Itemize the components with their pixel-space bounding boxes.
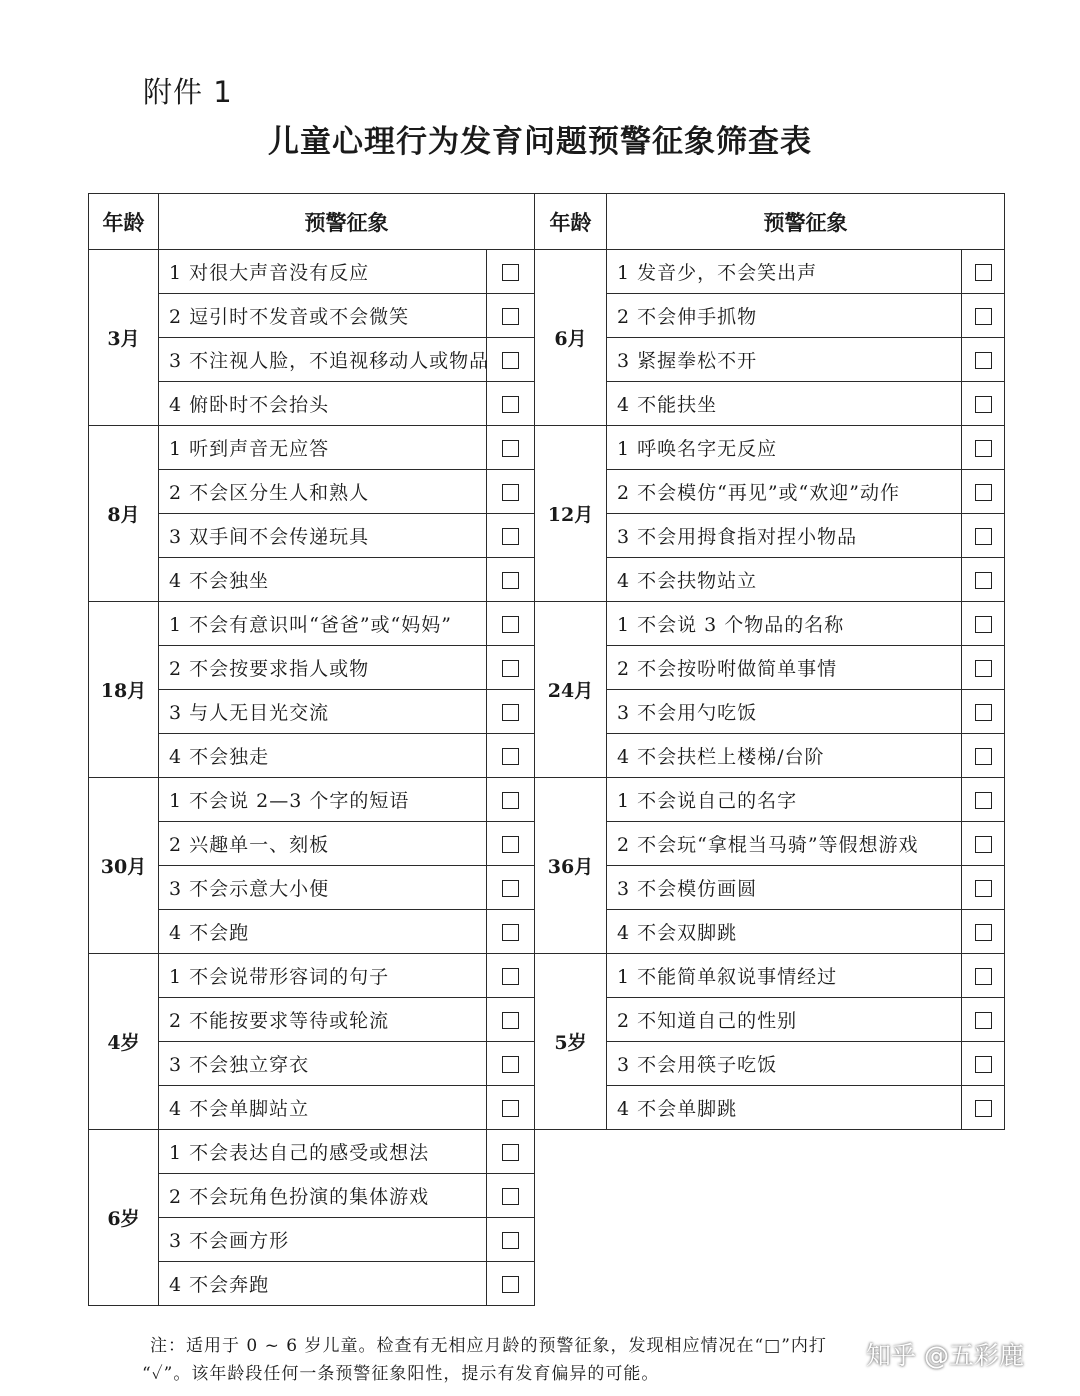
checkbox[interactable]: [975, 704, 992, 721]
checkbox-cell: [487, 690, 535, 734]
checkbox-cell: [962, 866, 1005, 910]
checkbox[interactable]: [975, 748, 992, 765]
warning-sign-text: 2 不知道自己的性别: [607, 998, 962, 1042]
checkbox[interactable]: [975, 396, 992, 413]
age-label: 5岁: [535, 954, 607, 1130]
checkbox[interactable]: [975, 1100, 992, 1117]
age-label: 18月: [89, 602, 159, 778]
checkbox[interactable]: [502, 836, 519, 853]
checkbox[interactable]: [975, 836, 992, 853]
checkbox-cell: [962, 338, 1005, 382]
checkbox[interactable]: [975, 792, 992, 809]
warning-sign-text: 1 发音少，不会笑出声: [607, 250, 962, 294]
warning-sign-text: 2 不会玩“拿棍当马骑”等假想游戏: [607, 822, 962, 866]
page-title: 儿童心理行为发育问题预警征象筛查表: [268, 124, 812, 160]
checkbox-cell: [962, 954, 1005, 998]
warning-sign-text: 1 不会说 3 个物品的名称: [607, 602, 962, 646]
checkbox-cell: [962, 646, 1005, 690]
warning-sign-text: 3 紧握拳松不开: [607, 338, 962, 382]
checkbox[interactable]: [502, 1056, 519, 1073]
table-header-row: [89, 194, 1005, 250]
checkbox-cell: [487, 1218, 535, 1262]
warning-sign-text: 2 兴趣单一、刻板: [159, 822, 487, 866]
checkbox-cell: [962, 382, 1005, 426]
checkbox-cell: [962, 822, 1005, 866]
age-label: 8月: [89, 426, 159, 602]
warning-sign-text: 1 不会表达自己的感受或想法: [159, 1130, 487, 1174]
checkbox-cell: [487, 558, 535, 602]
checkbox-cell: [962, 426, 1005, 470]
checkbox-cell: [487, 1174, 535, 1218]
age-label: 36月: [535, 778, 607, 954]
table-row: [89, 250, 1005, 294]
checkbox[interactable]: [502, 748, 519, 765]
checkbox-cell: [487, 426, 535, 470]
checkbox-cell: [487, 514, 535, 558]
checkbox[interactable]: [502, 1144, 519, 1161]
checkbox-cell: [962, 558, 1005, 602]
checkbox-cell: [962, 514, 1005, 558]
checkbox-cell: [962, 250, 1005, 294]
checkbox[interactable]: [975, 880, 992, 897]
checkbox[interactable]: [975, 352, 992, 369]
warning-sign-text: 2 不会按吩咐做简单事情: [607, 646, 962, 690]
checkbox[interactable]: [502, 572, 519, 589]
checkbox[interactable]: [502, 1232, 519, 1249]
checkbox[interactable]: [502, 660, 519, 677]
table-row: [89, 954, 1005, 998]
warning-sign-text: 4 不会跑: [159, 910, 487, 954]
checkbox[interactable]: [502, 440, 519, 457]
checkbox[interactable]: [502, 1276, 519, 1293]
checkbox[interactable]: [975, 1012, 992, 1029]
warning-sign-text: 3 不会用勺吃饭: [607, 690, 962, 734]
warning-sign-text: 3 不会独立穿衣: [159, 1042, 487, 1086]
warning-sign-text: 3 与人无目光交流: [159, 690, 487, 734]
warning-sign-text: 2 不能按要求等待或轮流: [159, 998, 487, 1042]
checkbox[interactable]: [975, 440, 992, 457]
footnote-line-1: 注：适用于 0 ~ 6 岁儿童。检查有无相应月龄的预警征象，发现相应情况在“□”内打: [150, 1336, 827, 1356]
checkbox[interactable]: [975, 528, 992, 545]
checkbox-cell: [962, 470, 1005, 514]
warning-sign-text: 4 不会单脚跳: [607, 1086, 962, 1130]
checkbox-cell: [962, 294, 1005, 338]
warning-sign-text: 3 不会画方形: [159, 1218, 487, 1262]
empty-cell: [535, 1130, 1005, 1306]
warning-sign-text: 1 不会说带形容词的句子: [159, 954, 487, 998]
checkbox-cell: [962, 734, 1005, 778]
warning-sign-text: 4 不会双脚跳: [607, 910, 962, 954]
warning-sign-text: 2 不会区分生人和熟人: [159, 470, 487, 514]
warning-sign-text: 4 俯卧时不会抬头: [159, 382, 487, 426]
checkbox[interactable]: [975, 308, 992, 325]
checkbox[interactable]: [502, 396, 519, 413]
checkbox[interactable]: [975, 264, 992, 281]
warning-sign-text: 2 不会模仿“再见”或“欢迎”动作: [607, 470, 962, 514]
checkbox-cell: [487, 602, 535, 646]
col-signs-header: 预警征象: [607, 194, 1005, 250]
warning-sign-text: 4 不会扶物站立: [607, 558, 962, 602]
checkbox[interactable]: [502, 264, 519, 281]
checkbox-cell: [487, 470, 535, 514]
checkbox[interactable]: [975, 616, 992, 633]
checkbox-cell: [962, 910, 1005, 954]
warning-sign-text: 3 不注视人脸，不追视移动人或物品: [159, 338, 487, 382]
checkbox-cell: [487, 382, 535, 426]
checkbox-cell: [962, 602, 1005, 646]
col-age-header: 年龄: [535, 194, 607, 250]
age-label: 12月: [535, 426, 607, 602]
checkbox[interactable]: [975, 484, 992, 501]
watermark: 知乎 @五彩鹿: [866, 1341, 1024, 1370]
attachment-label: 附件 1: [143, 75, 233, 109]
checkbox[interactable]: [975, 572, 992, 589]
checkbox[interactable]: [502, 616, 519, 633]
checkbox-cell: [487, 998, 535, 1042]
checkbox-cell: [487, 250, 535, 294]
warning-sign-text: 1 不会有意识叫“爸爸”或“妈妈”: [159, 602, 487, 646]
checkbox-cell: [487, 866, 535, 910]
checkbox[interactable]: [502, 924, 519, 941]
col-age-header: 年龄: [89, 194, 159, 250]
checkbox[interactable]: [975, 924, 992, 941]
warning-sign-text: 1 对很大声音没有反应: [159, 250, 487, 294]
warning-sign-text: 1 不会说 2—3 个字的短语: [159, 778, 487, 822]
checkbox[interactable]: [502, 1188, 519, 1205]
age-label: 4岁: [89, 954, 159, 1130]
warning-sign-text: 3 不会模仿画圆: [607, 866, 962, 910]
table-row: [89, 1130, 1005, 1174]
warning-sign-text: 3 不会用拇食指对捏小物品: [607, 514, 962, 558]
table-row: [89, 602, 1005, 646]
screening-table-body: [89, 194, 1005, 1306]
checkbox-cell: [962, 1042, 1005, 1086]
checkbox[interactable]: [502, 704, 519, 721]
warning-sign-text: 1 不能简单叙说事情经过: [607, 954, 962, 998]
checkbox[interactable]: [975, 660, 992, 677]
checkbox[interactable]: [502, 968, 519, 985]
warning-sign-text: 2 不会伸手抓物: [607, 294, 962, 338]
age-label: 6岁: [89, 1130, 159, 1306]
checkbox-cell: [487, 954, 535, 998]
warning-sign-text: 3 不会用筷子吃饭: [607, 1042, 962, 1086]
warning-sign-text: 4 不会奔跑: [159, 1262, 487, 1306]
table-row: [89, 778, 1005, 822]
warning-sign-text: 2 不会玩角色扮演的集体游戏: [159, 1174, 487, 1218]
checkbox-cell: [487, 294, 535, 338]
checkbox-cell: [487, 1262, 535, 1306]
checkbox[interactable]: [975, 1056, 992, 1073]
warning-sign-text: 4 不会扶栏上楼梯/台阶: [607, 734, 962, 778]
age-label: 6月: [535, 250, 607, 426]
warning-sign-text: 2 逗引时不发音或不会微笑: [159, 294, 487, 338]
checkbox[interactable]: [502, 528, 519, 545]
checkbox-cell: [487, 822, 535, 866]
checkbox[interactable]: [502, 880, 519, 897]
age-label: 24月: [535, 602, 607, 778]
checkbox[interactable]: [975, 968, 992, 985]
screening-table: [88, 193, 1005, 1306]
warning-sign-text: 1 不会说自己的名字: [607, 778, 962, 822]
checkbox[interactable]: [502, 1012, 519, 1029]
col-signs-header: 预警征象: [159, 194, 535, 250]
checkbox-cell: [962, 998, 1005, 1042]
table-row: [89, 426, 1005, 470]
warning-sign-text: 4 不会独走: [159, 734, 487, 778]
checkbox-cell: [487, 1130, 535, 1174]
checkbox[interactable]: [502, 792, 519, 809]
checkbox[interactable]: [502, 484, 519, 501]
warning-sign-text: 3 双手间不会传递玩具: [159, 514, 487, 558]
warning-sign-text: 1 听到声音无应答: [159, 426, 487, 470]
checkbox-cell: [487, 1086, 535, 1130]
warning-sign-text: 1 呼唤名字无反应: [607, 426, 962, 470]
warning-sign-text: 4 不会独坐: [159, 558, 487, 602]
warning-sign-text: 3 不会示意大小便: [159, 866, 487, 910]
warning-sign-text: 4 不会单脚站立: [159, 1086, 487, 1130]
footnote-line-2: “✓”。该年龄段任何一条预警征象阳性，提示有发育偏异的可能。: [142, 1364, 660, 1384]
checkbox-cell: [487, 910, 535, 954]
age-label: 3月: [89, 250, 159, 426]
checkbox-cell: [962, 778, 1005, 822]
checkbox-cell: [487, 646, 535, 690]
age-label: 30月: [89, 778, 159, 954]
checkbox[interactable]: [502, 308, 519, 325]
checkbox[interactable]: [502, 352, 519, 369]
checkbox-cell: [487, 1042, 535, 1086]
checkbox-cell: [487, 734, 535, 778]
warning-sign-text: 2 不会按要求指人或物: [159, 646, 487, 690]
checkbox-cell: [962, 1086, 1005, 1130]
checkbox-cell: [487, 338, 535, 382]
checkbox-cell: [962, 690, 1005, 734]
checkbox[interactable]: [502, 1100, 519, 1117]
warning-sign-text: 4 不能扶坐: [607, 382, 962, 426]
checkbox-cell: [487, 778, 535, 822]
